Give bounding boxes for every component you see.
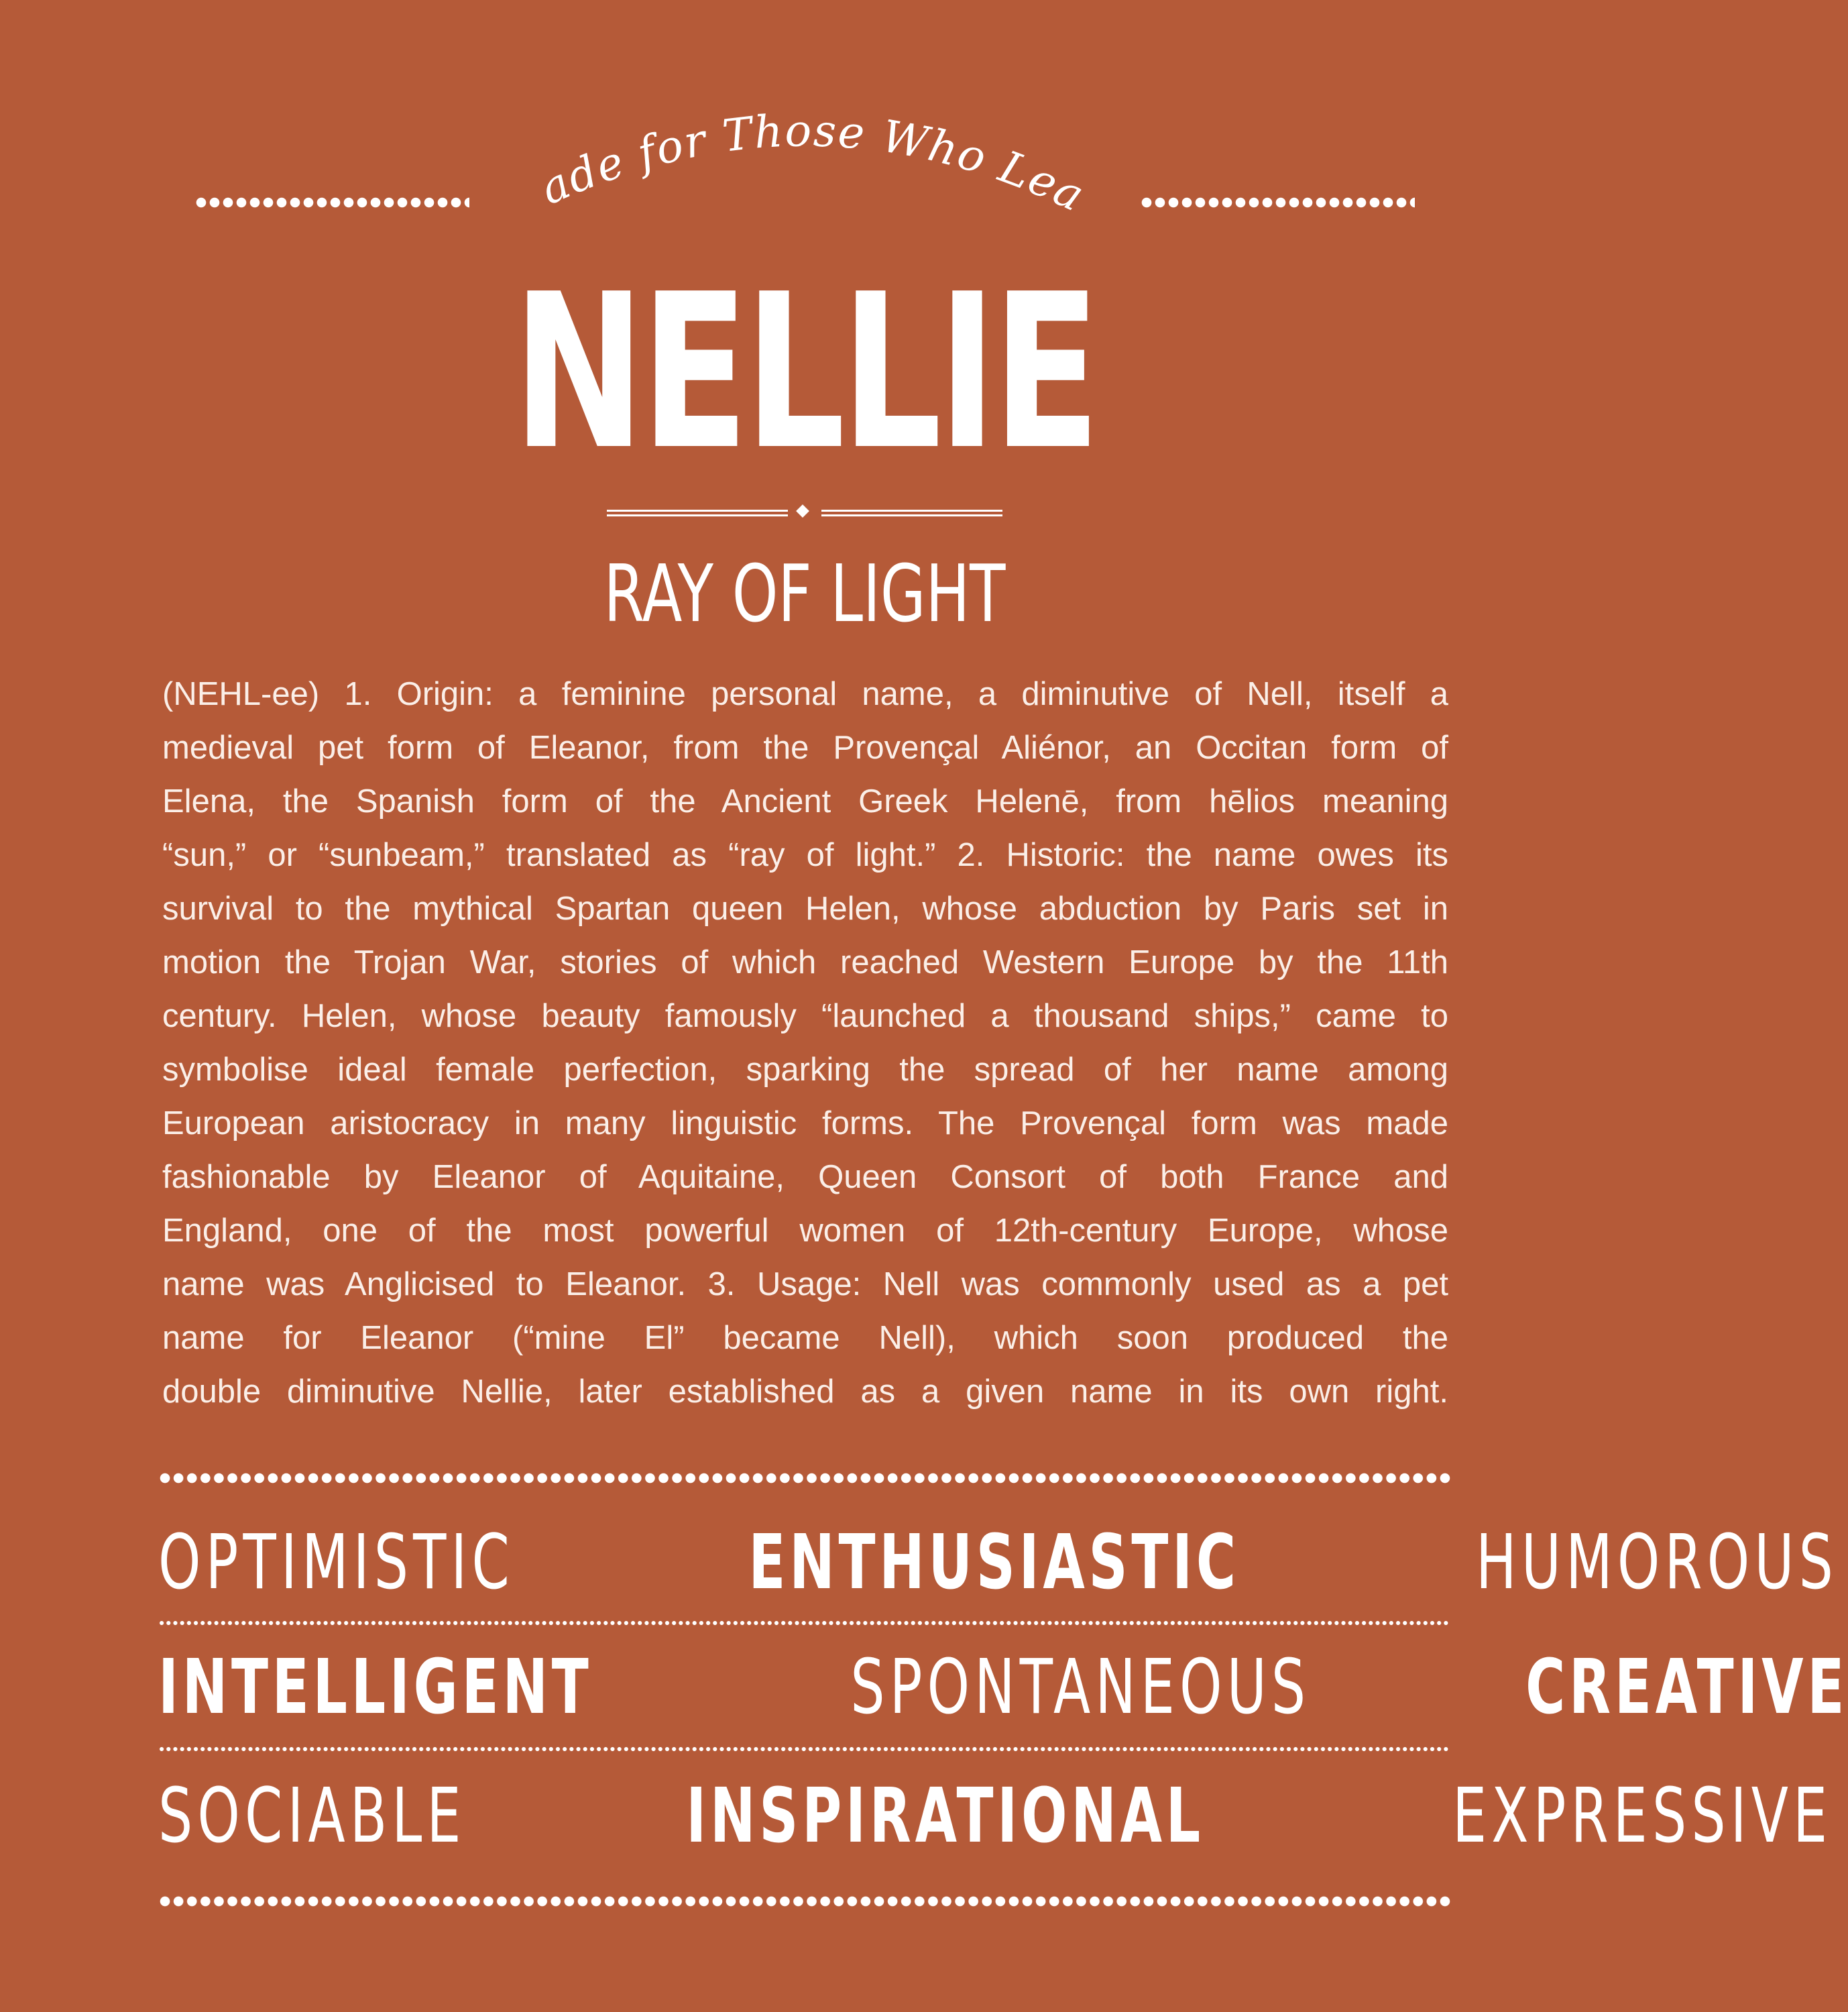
- trait-word: CREATIVE: [1525, 1644, 1848, 1731]
- tagline-text-path: Made for Those Who Lead: [493, 60, 1093, 223]
- dotted-divider-top: [158, 1472, 1452, 1484]
- dotted-divider-small: [158, 1746, 1449, 1752]
- trait-word: SPONTANEOUS: [850, 1644, 1311, 1731]
- description-line: England, one of the most powerful women of 12th-century Europe, whose: [162, 1213, 1448, 1249]
- tagline-text: [492, 60, 1093, 222]
- trait-row-2: [158, 1644, 1848, 1731]
- trait-row-3: [158, 1773, 1833, 1860]
- description-line: medieval pet form of Eleanor, from the Provençal Aliénor, an Occitan form of: [162, 730, 1448, 766]
- name-description: [162, 667, 1448, 1418]
- trait-word: OPTIMISTIC: [158, 1519, 515, 1606]
- trait-word: ENTHUSIASTIC: [748, 1519, 1240, 1606]
- description-line: motion the Trojan War, stories of which reached Western Europe by the 11th: [162, 944, 1448, 981]
- description-line: double diminutive Nellie, later established as a given name in its own right.: [162, 1374, 1448, 1410]
- description-line: Elena, the Spanish form of the Ancient Greek Helenē, from hēlios meaning: [162, 783, 1448, 820]
- ornament-line-right: [821, 510, 1002, 516]
- dotted-divider-bottom: [158, 1895, 1452, 1907]
- dotted-rule-left: [194, 197, 469, 208]
- tagline-row: [194, 60, 1415, 235]
- trait-word: SOCIABLE: [158, 1773, 466, 1860]
- description-line: (NEHL-ee) 1. Origin: a feminine personal name, a diminutive of Nell, itself a: [162, 676, 1448, 712]
- description-line: fashionable by Eleanor of Aquitaine, Queen Consort of both France and: [162, 1159, 1448, 1195]
- description-line: survival to the mythical Spartan queen Helen, whose abduction by Paris set in: [162, 891, 1448, 927]
- trait-row-1: [158, 1519, 1838, 1606]
- ornament-line-left: [607, 510, 788, 516]
- diamond-icon: [796, 504, 809, 518]
- description-line: symbolise ideal female perfection, sparking the spread of her name among: [162, 1052, 1448, 1088]
- dotted-divider-small: [158, 1620, 1449, 1626]
- name-meaning: RAY OF LIGHT: [603, 547, 1006, 640]
- trait-word: HUMOROUS: [1475, 1519, 1838, 1606]
- description-line: name was Anglicised to Eleanor. 3. Usage: Nell was commonly used as a pet: [162, 1266, 1448, 1302]
- description-line: century. Helen, whose beauty famously “launched a thousand ships,” came to: [162, 998, 1448, 1034]
- tagline-arc: [493, 60, 1093, 235]
- description-line: “sun,” or “sunbeam,” translated as “ray of light.” 2. Historic: the name owes its: [162, 837, 1448, 873]
- description-line: name for Eleanor (“mine El” became Nell), which soon produced the: [162, 1320, 1448, 1356]
- dotted-rule-right: [1140, 197, 1415, 208]
- trait-word: INTELLIGENT: [158, 1644, 593, 1731]
- description-line: European aristocracy in many linguistic forms. The Provençal form was made: [162, 1105, 1448, 1141]
- name-title: NELLIE: [512, 248, 1097, 496]
- trait-word: EXPRESSIVE: [1452, 1773, 1833, 1860]
- ornament-divider: [607, 504, 1002, 524]
- trait-word: INSPIRATIONAL: [686, 1773, 1204, 1860]
